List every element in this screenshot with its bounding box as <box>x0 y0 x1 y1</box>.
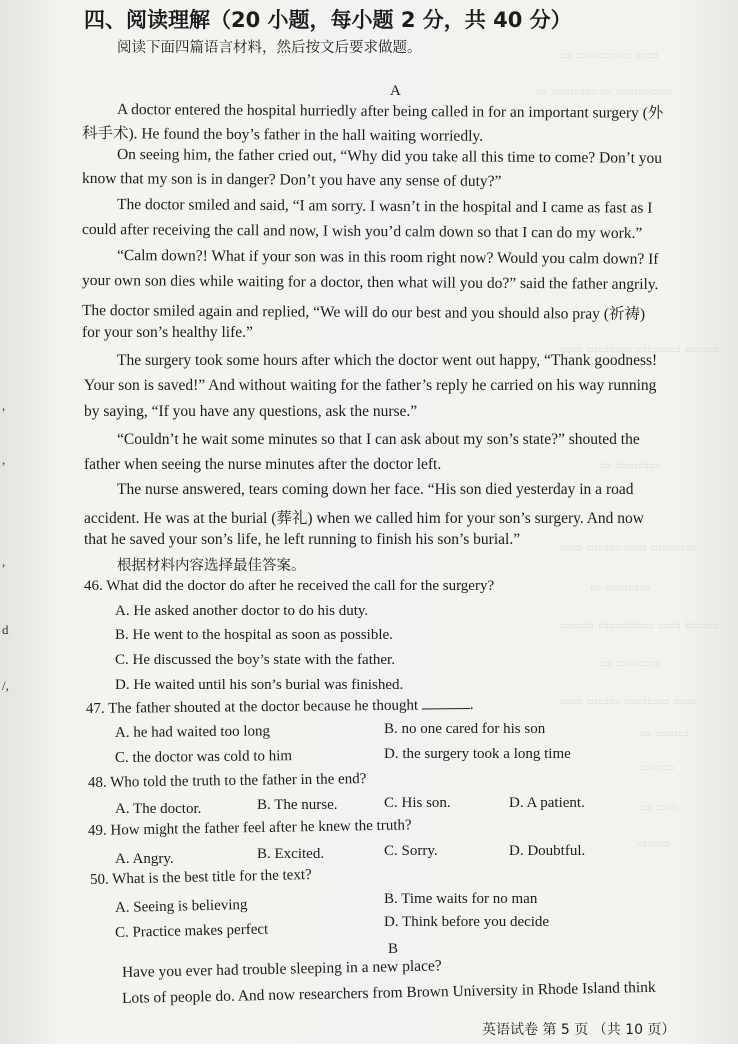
answer-option[interactable]: C. His son. <box>384 795 451 811</box>
answer-blank <box>422 696 470 710</box>
question-stem: 46. What did the doctor do after he received the call for the surgery? <box>84 578 495 594</box>
answer-option[interactable]: A. He asked another doctor to do his duty. <box>115 603 369 619</box>
show-through-text: ▭ ▭▭▭▭ <box>590 580 651 594</box>
edge-mark: , <box>2 452 6 467</box>
passage-a-line: know that my son is in danger? Don’t you have any sense of duty?” <box>81 170 502 190</box>
passage-a-line: The nurse answered, tears coming down her face. “His son died yesterday in a road <box>117 481 634 498</box>
answer-option[interactable]: B. no one cared for his son <box>384 721 546 737</box>
show-through-text: ▭▭▭ <box>636 836 671 850</box>
show-through-text: ▭ ▭▭▭ <box>640 726 690 740</box>
passage-a-line: The doctor smiled and said, “I am sorry. I wasn’t in the hospital and I came as fast as I <box>116 196 653 217</box>
show-through-text: ▭▭ ▭▭▭ ▭▭▭▭ ▭▭ <box>560 694 697 708</box>
question-stem: 48. Who told the truth to the father in the end? <box>87 771 367 791</box>
answer-option[interactable]: D. Doubtful. <box>509 843 586 859</box>
show-through-text: ▭▭ ▭▭▭ ▭▭ ▭▭▭▭ <box>560 540 697 554</box>
passage-a-line: father when seeing the nurse minutes after the doctor left. <box>84 456 442 473</box>
question-stem: 50. What is the best title for the text? <box>89 866 312 888</box>
show-through-text: ▭ ▭▭▭▭ <box>600 656 661 670</box>
question-stem <box>86 696 474 718</box>
answer-option[interactable]: C. Practice makes perfect <box>114 921 269 941</box>
passage-a-line: your own son dies while waiting for a doctor, then what will you do?” said the father angrily. <box>81 272 659 294</box>
page-footer: 英语试卷 第 5 页 （共 10 页） <box>482 1022 676 1038</box>
answer-option[interactable]: D. A patient. <box>509 795 585 811</box>
passage-a-line: for your son’s healthy life.” <box>82 324 253 341</box>
show-through-text: ▭ ▭▭ <box>640 800 678 814</box>
passage-a-line: by saying, “If you have any questions, ask the nurse.” <box>84 403 418 420</box>
show-through-text: ▭▭▭ ▭▭▭▭▭ ▭▭ ▭▭▭ <box>560 618 719 632</box>
show-through-text: ▭▭ ▭▭▭▭ ▭▭▭▭ ▭▭▭ <box>560 342 719 356</box>
answer-option[interactable]: A. Angry. <box>115 851 174 867</box>
edge-mark: d <box>2 622 9 637</box>
edge-mark: , <box>2 398 6 413</box>
passage-a-line: Your son is saved!” And without waiting for the father’s reply he carried on his way running <box>84 377 657 394</box>
answer-option[interactable]: D. the surgery took a long time <box>384 746 571 762</box>
show-through-text: ▭ ▭▭▭▭ ▭ ▭▭▭▭▭ <box>536 84 673 98</box>
edge-mark: , <box>2 554 6 569</box>
answer-option[interactable]: A. he had waited too long <box>114 723 271 741</box>
passage-b-line: Lots of people do. And now researchers from Brown University in Rhode Island think <box>121 978 656 1007</box>
question-stem: 49. How might the father feel after he knew the truth? <box>87 817 412 839</box>
passage-a-label: A <box>390 83 401 99</box>
passage-a-line: 科手术). He found the boy’s father in the hall waiting worriedly. <box>81 125 484 145</box>
show-through-text: ▭▭▭ <box>640 760 675 774</box>
answer-option[interactable]: A. Seeing is believing <box>114 896 248 916</box>
answer-option[interactable]: C. He discussed the boy’s state with the father. <box>115 652 395 668</box>
passage-a-line: accident. He was at the burial (葬礼) when we called him for your son’s surgery. And now <box>84 510 645 527</box>
passage-a-line: The doctor smiled again and replied, “We will do our best and you should also pray (祈祷) <box>81 302 646 323</box>
answer-option[interactable]: B. Time waits for no man <box>384 891 538 907</box>
passage-a-line: On seeing him, the father cried out, “Why did you take all this time to come? Don’t you <box>116 146 663 167</box>
answer-option[interactable]: A. The doctor. <box>115 801 202 817</box>
answer-option[interactable]: D. Think before you decide <box>384 914 550 930</box>
answer-option[interactable]: D. He waited until his son’s burial was finished. <box>115 677 404 693</box>
answer-option[interactable]: B. Excited. <box>257 846 325 862</box>
answer-option[interactable]: B. He went to the hospital as soon as possible. <box>115 627 393 643</box>
question-stem-end: . <box>469 696 474 713</box>
answer-option[interactable]: C. Sorry. <box>384 843 438 859</box>
scan-bottom-edge <box>0 1044 738 1054</box>
passage-a-line: could after receiving the call and now, I wish you’d calm down so that I can do my work.” <box>81 221 643 242</box>
passage-b-label: B <box>388 941 399 957</box>
passage-a-line: The surgery took some hours after which the doctor went out happy, “Thank goodness! <box>117 352 658 369</box>
passage-a-line: A doctor entered the hospital hurriedly after being called in for an important surgery (外 <box>116 101 664 122</box>
answer-option[interactable]: B. The nurse. <box>257 797 338 813</box>
answer-option[interactable]: C. the doctor was cold to him <box>114 748 293 766</box>
show-through-text: ▭ ▭▭▭▭▭ ▭▭ <box>560 48 659 62</box>
passage-a-line: that he saved your son’s life, he left running to finish his son’s burial.” <box>84 531 521 548</box>
show-through-text: ▭ ▭▭▭▭ <box>600 458 661 472</box>
question-stem-text: 47. The father shouted at the doctor because he thought <box>85 697 419 717</box>
section-instructions: 阅读下面四篇语言材料，然后按文后要求做题。 <box>117 40 422 56</box>
edge-mark: /, <box>2 678 9 693</box>
task-instruction: 根据材料内容选择最佳答案。 <box>117 558 306 574</box>
passage-a-line: “Calm down?! What if your son was in this room right now? Would you calm down? If <box>116 247 659 268</box>
section-title: 四、阅读理解（20 小题，每小题 2 分，共 40 分） <box>84 8 572 32</box>
passage-b-line: Have you ever had trouble sleeping in a new place? <box>121 957 442 981</box>
passage-a-line: “Couldn’t he wait some minutes so that I can ask about my son’s state?” shouted the <box>117 431 640 448</box>
